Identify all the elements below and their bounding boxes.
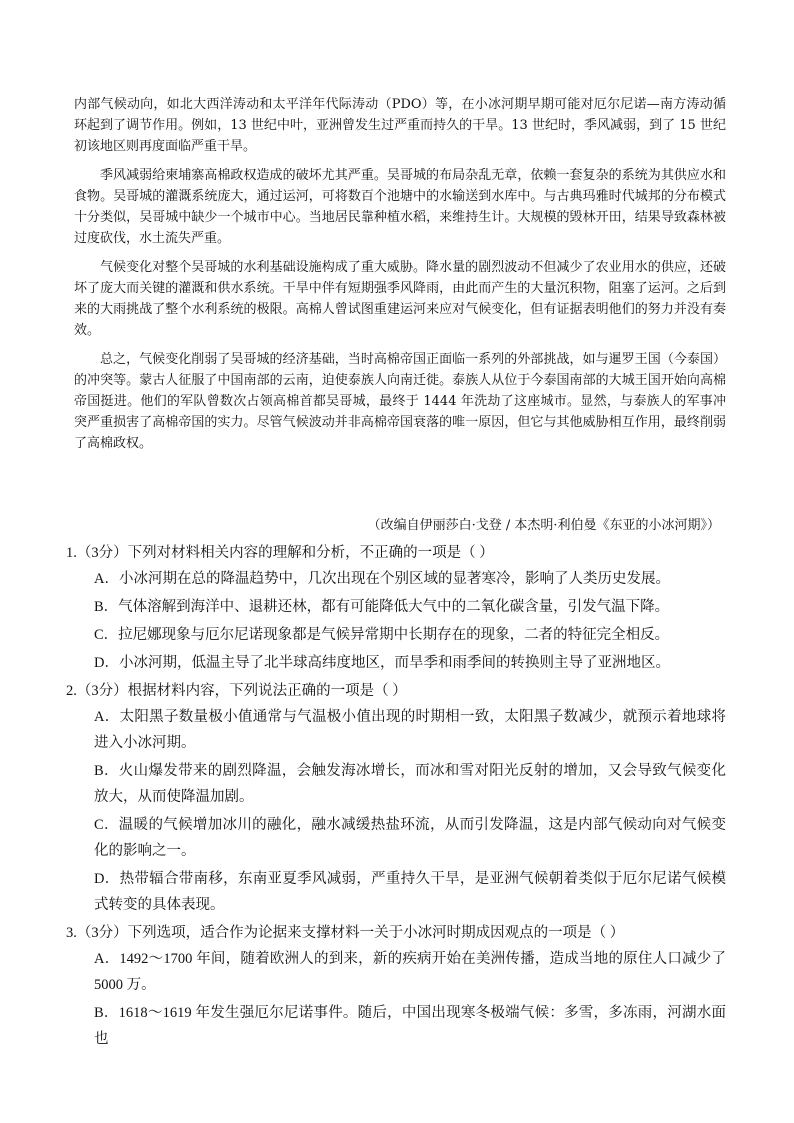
- option-d[interactable]: D．小冰河期，低温主导了北半球高纬度地区，而旱季和雨季间的转换则主导了亚洲地区。: [94, 655, 670, 671]
- passage-paragraph-3: 气候变化对整个吴哥城的水利基础设施构成了重大威胁。降水量的剧烈波动不但减少了农业用水的供应，还破坏了庞大而关键的灌溉和供水系统。干旱中伴有短期强季风降雨，由此而产生的大量沉积物，阻塞了运河。之后到来的大雨挑战了整个水利系统的极限。高棉人曾试图重建运河来应对气候变化，但有证据表明他们的努力并没有奏效。: [74, 260, 726, 338]
- question-stem: 3.（3分）下列选项，适合作为论据来支撑材料一关于小冰河时期成因观点的一项是（ ）: [66, 925, 625, 941]
- question-stem: 1.（3分）下列对材料相关内容的理解和分析，不正确的一项是（ ）: [66, 545, 494, 561]
- question-2: [66, 678, 726, 918]
- option-d[interactable]: D．热带辐合带南移，东南亚夏季风减弱，严重持久干旱，是亚洲气候朝着类似于厄尔尼诺气候模式转变的具体表现。: [94, 871, 726, 913]
- passage-paragraph-2: 季风减弱给柬埔寨高棉政权造成的破坏尤其严重。吴哥城的布局杂乱无章，依赖一套复杂的系统为其供应水和食物。吴哥城的灌溉系统庞大，通过运河，可将数百个池塘中的水输送到水库中。与古典玛雅时代城邦的分布模式十分类似，吴哥城中缺少一个城市中心。当地居民靠种植水稻，来维持生计。大规模的毁林开田，结果导致森林被过度砍伐，水土流失严重。: [74, 168, 726, 246]
- option-a[interactable]: A．1492～1700 年间，随着欧洲人的到来，新的疾病开始在美洲传播，造成当地的原住人口减少了 5000 万。: [94, 951, 726, 993]
- option-a[interactable]: A．太阳黑子数量极小值通常与气温极小值出现的时期相一致，太阳黑子数减少，就预示着地球将进入小冰河期。: [94, 709, 726, 751]
- option-c[interactable]: C．拉尼娜现象与厄尔尼诺现象都是气候异常期中长期存在的现象，二者的特征完全相反。: [94, 627, 670, 643]
- option-b[interactable]: B．气体溶解到海洋中、退耕还林，都有可能降低大气中的二氧化碳含量，引发气温下降。: [94, 599, 670, 615]
- option-a[interactable]: A．小冰河期在总的降温趋势中，几次出现在个别区域的显著寒冷，影响了人类历史发展。: [94, 571, 670, 587]
- passage-source: （改编自伊丽莎白·戈登 / 本杰明·利伯曼《东亚的小冰河期》）: [367, 518, 720, 533]
- option-b[interactable]: B．1618～1619 年发生强厄尔尼诺事件。随后，中国出现寒冬极端气候：多雪，多冻雨，河湖水面也: [94, 1005, 726, 1047]
- option-c[interactable]: C．温暖的气候增加冰川的融化，融水减缓热盐环流，从而引发降温，这是内部气候动向对气候变化的影响之一。: [94, 817, 726, 859]
- reading-passage: [74, 94, 726, 462]
- question-list: [66, 540, 726, 1054]
- question-1: [66, 540, 726, 676]
- question-stem: 2.（3分）根据材料内容，下列说法正确的一项是（ ）: [66, 683, 407, 699]
- option-b[interactable]: B．火山爆发带来的剧烈降温，会触发海冰增长，而冰和雪对阳光反射的增加，又会导致气候变化放大，从而使降温加剧。: [94, 763, 726, 805]
- passage-paragraph-4: 总之，气候变化削弱了吴哥城的经济基础，当时高棉帝国正面临一系列的外部挑战，如与暹罗王国（今泰国）的冲突等。蒙古人征服了中国南部的云南，迫使泰族人向南迁徙。泰族人从位于今泰国南部的大城王国开始向高棉帝国挺进。他们的军队曾数次占领高棉首都吴哥城，最终于 1444 年洗劫了这座城市。显然，与泰族人的军事冲突严重损害了高棉帝国的实力。尽管气候波动并非高棉帝国衰落的唯一原因，但它与其他威胁相互作用，最终削弱了高棉政权。: [74, 352, 726, 451]
- question-3: [66, 920, 726, 1052]
- passage-paragraph-1: 内部气候动向，如北大西洋涛动和太平洋年代际涛动（PDO）等，在小冰河期早期可能对厄尔尼诺—南方涛动循环起到了调节作用。例如，13 世纪中叶，亚洲曾发生过严重而持久的干旱。13 世纪时，季风减弱，到了 15 世纪初该地区则再度面临严重干旱。: [74, 97, 726, 154]
